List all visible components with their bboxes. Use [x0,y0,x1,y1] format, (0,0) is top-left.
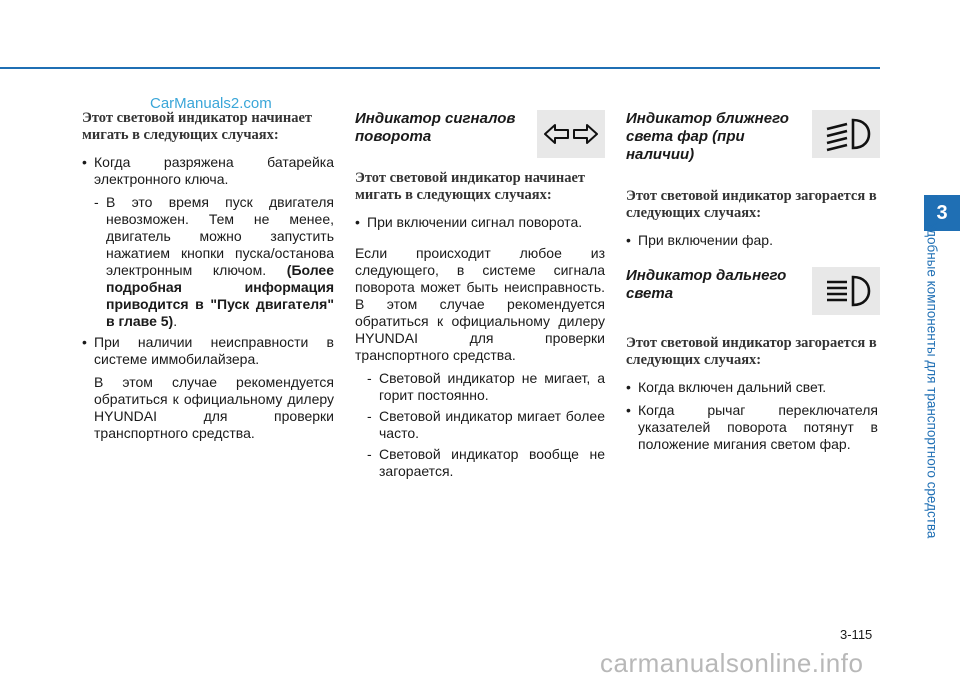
col3-title-row-2 [626,267,878,323]
col1-bullet-2: • При наличии неисправности в системе иммобилайзера. [82,334,334,368]
col2-dash-text: Световой индикатор мигает более часто. [379,408,605,441]
chapter-number-badge: 3 [924,195,960,231]
col3-bullet-2: • Когда включен дальний свет. [626,379,878,396]
col2-title: Индикатор сигналов поворота [355,110,516,145]
dash-mark: - [367,446,372,462]
col2-dash-3 [367,446,605,480]
page-number: 3-115 [840,627,873,642]
column-1 [82,110,334,448]
high-beam-icon [812,267,880,315]
col3-heading-2: Этот световой индикатор загорается в следующих случаях: [626,335,877,368]
col2-bullet-1: • При включении сигнал поворота. [355,214,605,231]
top-rule [0,67,880,69]
col1-bullet-1: • Когда разряжена батарейка электронного ключа. [82,154,334,188]
col1-dash-text: В это время пуск двигателя невозможен. Тем не менее, двигатель можно запустить нажатием кнопки пуска/останова электронным ключом. [106,194,334,278]
col2-paragraph: Если происходит любое из следующего, в системе сигнала поворота может быть неисправность. В этом случае рекомендуется обратиться к официальному дилеру HYUNDAI для проверки транспортного средства. [355,245,605,363]
col3-bullet-3: • Когда рычаг переключателя указателей поворота потянут в положение мигания светом фар. [626,402,878,453]
watermark-bottom: carmanualsonline.info [600,648,864,678]
col3-title-1: Индикатор ближнего света фар (при наличии) [626,110,789,163]
col1-dash-bold: (Более подробная информация приводится в "Пуск двигателя" в главе 5) [106,262,334,329]
dash-mark: - [367,370,372,386]
col1-bullet-2-cont: В этом случае рекомендуется обратиться к официальному дилеру HYUNDAI для проверки транспортного средства. [94,374,334,441]
col1-heading: Этот световой индикатор начинает мигать в следующих случаях: [82,110,313,143]
col3-title-row-1 [626,110,878,176]
col3-bullet-1: • При включении фар. [626,232,878,249]
col2-dash-1 [367,370,605,404]
col1-dash-1 [94,194,334,330]
low-beam-icon [812,110,880,158]
col2-dash-2 [367,408,605,442]
dash-mark: - [94,194,99,210]
chapter-title-vertical: Удобные компоненты для транспортного средства [924,221,940,539]
column-2 [355,110,605,484]
col2-title-row [355,110,605,158]
col2-dash-text: Световой индикатор вообще не загорается. [379,446,605,479]
col3-title-2: Индикатор дальнего света [626,267,787,302]
col2-heading: Этот световой индикатор начинает мигать в следующих случаях: [355,170,586,203]
col1-dash-end: . [173,313,178,329]
column-3 [626,110,878,459]
col2-dash-text: Световой индикатор не мигает, а горит постоянно. [379,370,605,403]
turn-signal-arrows-icon [537,110,605,158]
watermark-top: CarManuals2.com [150,95,272,112]
dash-mark: - [367,408,372,424]
col3-heading-1: Этот световой индикатор загорается в следующих случаях: [626,188,877,221]
